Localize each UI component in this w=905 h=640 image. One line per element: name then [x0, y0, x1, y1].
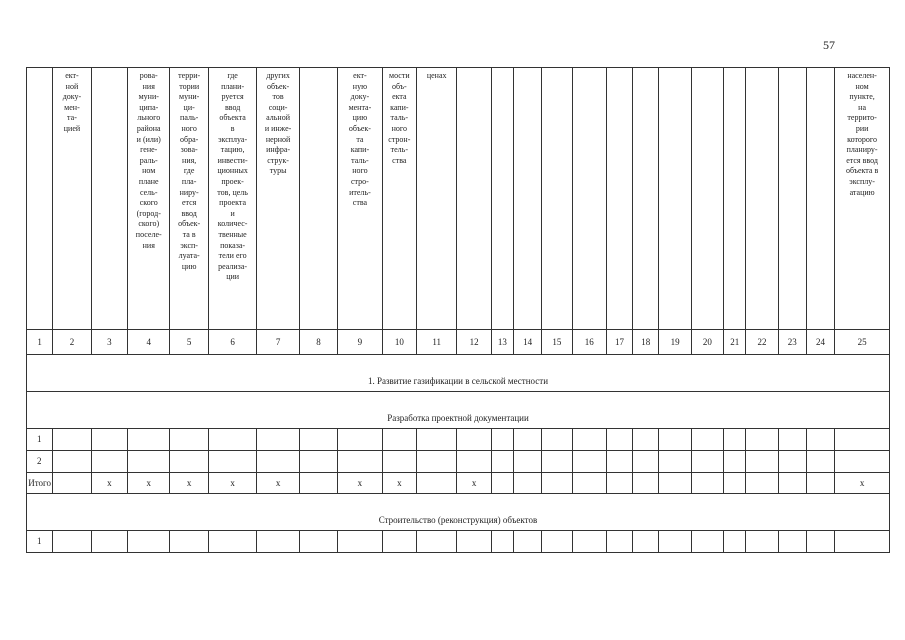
table-cell — [778, 473, 806, 494]
table-cell — [208, 429, 257, 451]
column-number: 16 — [572, 330, 606, 355]
table-cell — [724, 473, 746, 494]
table-cell — [633, 429, 659, 451]
column-number: 13 — [491, 330, 513, 355]
table-cell — [208, 451, 257, 473]
table-cell — [778, 429, 806, 451]
column-number: 1 — [27, 330, 53, 355]
table-cell: x — [170, 473, 208, 494]
table-cell — [542, 473, 572, 494]
table-cell — [659, 429, 691, 451]
column-number: 12 — [457, 330, 491, 355]
column-header: ект- ную доку- мента- цию объек- та капи- таль- ного стро- итель- ства — [338, 68, 382, 330]
table-cell — [299, 473, 337, 494]
table-cell — [382, 531, 416, 553]
table-cell — [457, 429, 491, 451]
column-header: рова- ния муни- ципа- льного района и (или) гене- раль- ном плане сель- ского (город- ского) поселе- ния — [128, 68, 170, 330]
table-cell — [513, 473, 541, 494]
table-cell — [416, 429, 456, 451]
column-header: других объек- тов соци- альной и инже- нерной инфра- струк- туры — [257, 68, 299, 330]
row-number: 1 — [27, 429, 53, 451]
column-number: 17 — [606, 330, 632, 355]
table-cell: x — [338, 473, 382, 494]
column-header — [542, 68, 572, 330]
table-cell — [53, 531, 91, 553]
column-number: 7 — [257, 330, 299, 355]
table-cell — [746, 531, 778, 553]
column-header — [27, 68, 53, 330]
table-cell — [128, 429, 170, 451]
column-number: 22 — [746, 330, 778, 355]
table-cell — [53, 429, 91, 451]
table-cell — [746, 451, 778, 473]
column-header — [91, 68, 127, 330]
column-header — [724, 68, 746, 330]
table-cell — [572, 451, 606, 473]
column-header — [746, 68, 778, 330]
column-number: 6 — [208, 330, 257, 355]
table-cell — [53, 451, 91, 473]
column-number: 25 — [835, 330, 890, 355]
table-cell — [572, 473, 606, 494]
table-cell — [606, 531, 632, 553]
column-header — [572, 68, 606, 330]
table-cell — [806, 451, 834, 473]
column-header — [606, 68, 632, 330]
column-number: 23 — [778, 330, 806, 355]
table-cell — [491, 473, 513, 494]
column-header: ценах — [416, 68, 456, 330]
table-cell — [91, 429, 127, 451]
table-cell — [338, 429, 382, 451]
table-cell — [513, 451, 541, 473]
table-cell — [835, 451, 890, 473]
section-row — [27, 355, 890, 392]
column-header — [457, 68, 491, 330]
subsection-row — [27, 494, 890, 531]
column-number: 10 — [382, 330, 416, 355]
table-cell — [606, 451, 632, 473]
subsection-title: Строительство (реконструкция) объектов — [27, 494, 890, 531]
table-row — [27, 429, 890, 451]
table-cell — [542, 451, 572, 473]
table-cell — [542, 429, 572, 451]
table-cell — [208, 531, 257, 553]
subsection-row — [27, 392, 890, 429]
table-cell — [491, 451, 513, 473]
table-cell — [724, 451, 746, 473]
table-cell — [257, 429, 299, 451]
table-cell — [128, 531, 170, 553]
table-cell — [778, 451, 806, 473]
column-number: 3 — [91, 330, 127, 355]
table-cell — [659, 531, 691, 553]
table-cell — [338, 451, 382, 473]
table-cell — [633, 531, 659, 553]
table-cell — [835, 531, 890, 553]
page-number: 57 — [823, 38, 835, 52]
table-cell — [606, 429, 632, 451]
column-number: 11 — [416, 330, 456, 355]
table-cell — [299, 451, 337, 473]
column-number: 5 — [170, 330, 208, 355]
table-cell — [382, 429, 416, 451]
table-cell — [746, 473, 778, 494]
table-cell — [572, 531, 606, 553]
table-cell — [691, 429, 723, 451]
table-cell — [691, 531, 723, 553]
table-cell — [128, 451, 170, 473]
column-number: 21 — [724, 330, 746, 355]
row-number: 1 — [27, 531, 53, 553]
table-cell — [416, 451, 456, 473]
table-cell — [806, 531, 834, 553]
table-cell — [513, 531, 541, 553]
table-cell — [457, 451, 491, 473]
table-cell: x — [208, 473, 257, 494]
column-number: 4 — [128, 330, 170, 355]
table-cell — [170, 531, 208, 553]
column-number: 14 — [513, 330, 541, 355]
table-cell — [606, 473, 632, 494]
column-number: 9 — [338, 330, 382, 355]
table-cell — [382, 451, 416, 473]
column-number: 19 — [659, 330, 691, 355]
table-cell — [659, 473, 691, 494]
column-header — [778, 68, 806, 330]
table-row — [27, 531, 890, 553]
total-row — [27, 473, 890, 494]
table-cell — [724, 429, 746, 451]
table-cell — [91, 531, 127, 553]
table-cell — [457, 531, 491, 553]
table-cell — [491, 429, 513, 451]
table-cell — [91, 451, 127, 473]
table-cell — [257, 531, 299, 553]
data-table — [26, 67, 890, 553]
table-cell — [659, 451, 691, 473]
column-header: населен- ном пункте, на террито- рии которого планиру- ется ввод объекта в эксплу- атацию — [835, 68, 890, 330]
column-number: 15 — [542, 330, 572, 355]
column-number: 24 — [806, 330, 834, 355]
table-cell — [491, 531, 513, 553]
table-cell — [724, 531, 746, 553]
table-cell — [257, 451, 299, 473]
table-cell: x — [257, 473, 299, 494]
table-cell — [691, 451, 723, 473]
column-header — [691, 68, 723, 330]
column-header: ект- ной доку- мен- та- цией — [53, 68, 91, 330]
column-header — [633, 68, 659, 330]
table-cell — [299, 531, 337, 553]
column-number-row — [27, 330, 890, 355]
column-header: терри- тории муни- ци- паль- ного обра- зова- ния, где пла- ниру- ется ввод объек- та в эксп- луата- цию — [170, 68, 208, 330]
table-cell — [338, 531, 382, 553]
column-number: 8 — [299, 330, 337, 355]
column-header — [491, 68, 513, 330]
column-header — [299, 68, 337, 330]
table-cell: x — [835, 473, 890, 494]
table-cell — [633, 451, 659, 473]
table-cell — [299, 429, 337, 451]
table-cell — [806, 429, 834, 451]
column-header — [513, 68, 541, 330]
table-cell — [513, 429, 541, 451]
table-row — [27, 451, 890, 473]
section-title: 1. Развитие газификации в сельской местности — [27, 355, 890, 392]
table-cell — [746, 429, 778, 451]
table-cell — [691, 473, 723, 494]
table-cell — [416, 531, 456, 553]
table-cell — [53, 473, 91, 494]
column-number: 18 — [633, 330, 659, 355]
table-cell — [633, 473, 659, 494]
table-cell — [835, 429, 890, 451]
column-header — [806, 68, 834, 330]
table-cell — [572, 429, 606, 451]
column-header — [659, 68, 691, 330]
table-cell: x — [382, 473, 416, 494]
header-row — [27, 68, 890, 330]
table-cell — [416, 473, 456, 494]
column-number: 20 — [691, 330, 723, 355]
row-number: 2 — [27, 451, 53, 473]
column-header: мости объ- екта капи- таль- ного строн- тель- ства — [382, 68, 416, 330]
table-cell: x — [91, 473, 127, 494]
table-cell — [806, 473, 834, 494]
table-cell — [542, 531, 572, 553]
total-label: Итого — [27, 473, 53, 494]
table-cell — [170, 451, 208, 473]
table-cell: x — [457, 473, 491, 494]
column-header: где плани- руется ввод объекта в эксплуа- тацию, инвести- ционных проек- тов, цель проекта и количес- твенные показа- тели его реализа- ции — [208, 68, 257, 330]
table-cell — [778, 531, 806, 553]
subsection-title: Разработка проектной документации — [27, 392, 890, 429]
column-number: 2 — [53, 330, 91, 355]
table-cell — [170, 429, 208, 451]
table-cell: x — [128, 473, 170, 494]
